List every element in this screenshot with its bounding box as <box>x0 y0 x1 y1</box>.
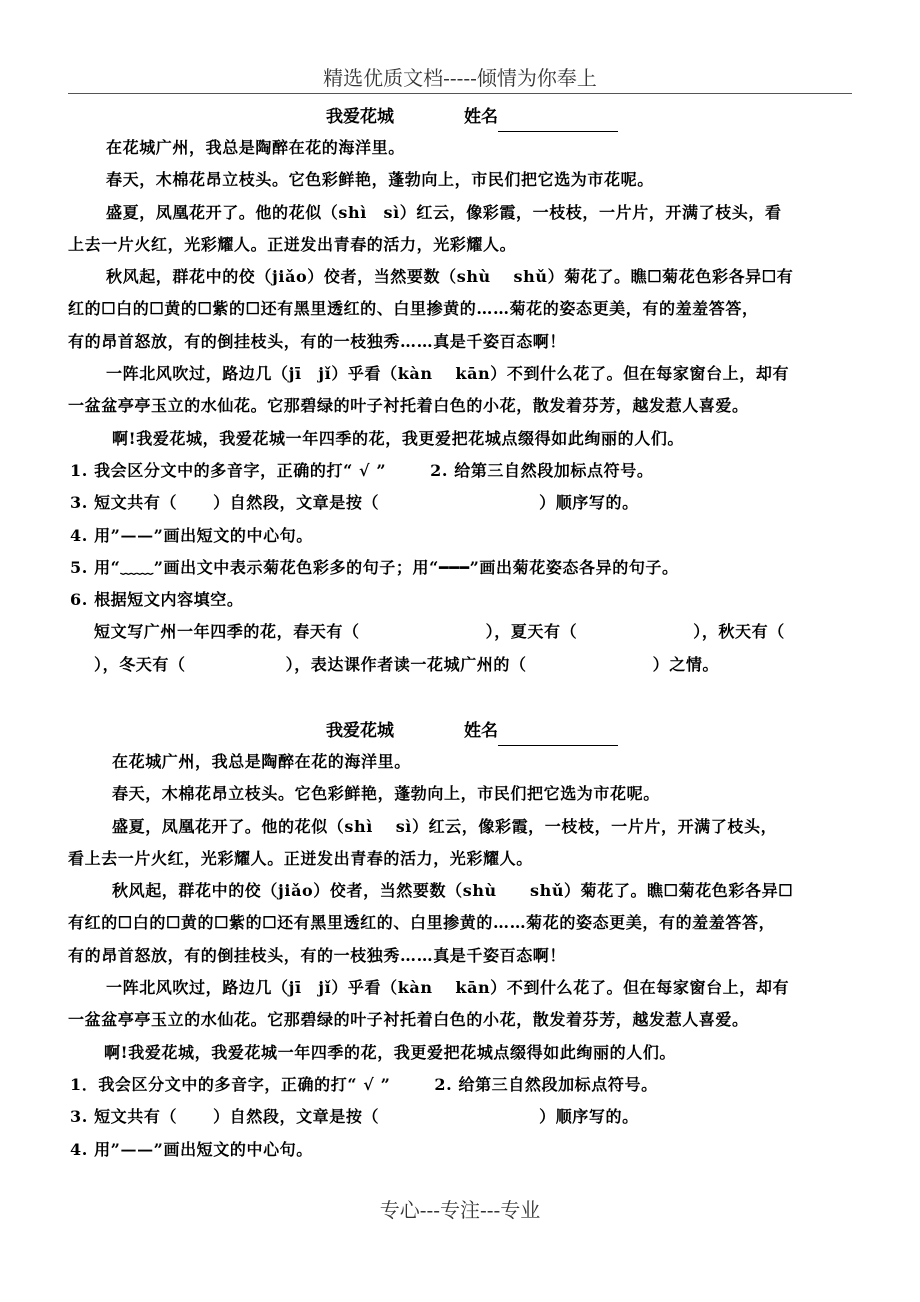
name-field[interactable] <box>464 102 618 132</box>
question-2: 2. 给第三自然段加标点符号。 <box>434 1074 658 1094</box>
question-5-part-a: 5. 用“ <box>70 557 121 577</box>
fill-in-line-2 <box>68 649 858 681</box>
fill-1-part-a: 短文写广州一年四季的花，春天有（ <box>94 622 360 642</box>
paragraph-3-line-1: 盛夏，凤凰花开了。他的花似（shì sì）红云，像彩霞，一枝枝，一片片，开满了枝头，看 <box>106 202 782 222</box>
paragraph-1: 在花城广州，我总是陶醉在花的海洋里。 <box>112 752 411 771</box>
question-4: 4. 用”——”画出短文的中心句。 <box>70 1139 313 1159</box>
paragraph-1: 在花城广州，我总是陶醉在花的海洋里。 <box>106 138 405 157</box>
paragraph-2: 春天，木棉花昂立枝头。它色彩鲜艳，蓬勃向上，市民们把它选为市花呢。 <box>106 170 654 190</box>
paragraph-2: 春天，木棉花昂立枝头。它色彩鲜艳，蓬勃向上，市民们把它选为市花呢。 <box>112 784 660 804</box>
paragraph-4-line-2: 红的☐白的☐黄的☐紫的☐还有黑里透红的、白里掺黄的……菊花的姿态更美，有的羞羞答答， <box>68 299 759 319</box>
paragraph-6: 啊!我爱花城，我爱花城一年四季的花，我更爱把花城点缀得如此绚丽的人们。 <box>104 1042 677 1062</box>
paragraph-4-line-3: 有的昂首怒放，有的倒挂枝头，有的一枝独秀……真是千姿百态啊！ <box>68 331 567 351</box>
fill-2-part-c: ）之情。 <box>652 654 720 674</box>
question-1: 1．我会区分文中的多音字，正确的打“ √ ” <box>70 1074 391 1094</box>
fill-1-part-c: ），秋天有（ <box>693 622 785 642</box>
paragraph-4-line-2: 有红的☐白的☐黄的☐紫的☐还有黑里透红的、白里掺黄的……菊花的姿态更美，有的羞羞答答， <box>68 913 776 933</box>
fill-1-part-b: ），夏天有（ <box>485 622 578 642</box>
paragraph-4-line-1: 秋风起，群花中的佼（jiǎo）佼者，当然要数（shù shǔ）菊花了。瞧☐菊花色彩各异☐ <box>112 881 794 901</box>
question-3-part-b: ）自然段，文章是按（ <box>213 1107 380 1127</box>
question-3-part-c: ）顺序写的。 <box>539 1107 639 1127</box>
question-3-part-b: ）自然段，文章是按（ <box>213 493 380 513</box>
question-row-1-2 <box>68 1069 858 1101</box>
paragraph-5-line-2: 一盆盆亭亭玉立的水仙花。它那碧绿的叶子衬托着白色的小花，散发着芬芳，越发惹人喜爱。 <box>68 396 749 416</box>
paragraph-3-line-2: 看上去一片火红，光彩耀人。正迸发出青春的活力，光彩耀人。 <box>68 848 533 868</box>
fill-in-line-1 <box>68 616 858 648</box>
worksheet-section-1 <box>68 102 858 681</box>
paragraph-5-line-1: 一阵北风吹过，路边几（jī jǐ）乎看（kàn kān）不到什么花了。但在每家窗台上，却有 <box>106 364 790 384</box>
name-field[interactable] <box>464 716 618 746</box>
title-row <box>68 102 858 132</box>
paragraph-4-line-1: 秋风起，群花中的佼（jiǎo）佼者，当然要数（shù shǔ）菊花了。瞧☐菊花色彩各异☐有 <box>106 267 794 287</box>
title-row <box>68 716 858 746</box>
paragraph-5-line-1: 一阵北风吹过，路边几（jī jǐ）乎看（kàn kān）不到什么花了。但在每家窗台上，却有 <box>106 978 790 998</box>
question-2: 2. 给第三自然段加标点符号。 <box>430 460 654 480</box>
paragraph-5-line-2: 一盆盆亭亭玉立的水仙花。它那碧绿的叶子衬托着白色的小花，散发着芬芳，越发惹人喜爱。 <box>68 1010 749 1030</box>
page-header: 精选优质文档-----倾情为你奉上 <box>323 66 597 90</box>
paragraph-6: 啊!我爱花城，我爱花城一年四季的花，我更爱把花城点缀得如此绚丽的人们。 <box>112 428 685 448</box>
paragraph-4-line-3: 有的昂首怒放，有的倒挂枝头，有的一枝独秀……真是千姿百态啊！ <box>68 945 567 965</box>
question-3-part-a: 3. 短文共有（ <box>70 493 178 513</box>
fill-2-part-b: ），表达课作者读一花城广州的（ <box>285 654 527 674</box>
worksheet-section-2 <box>68 716 858 1166</box>
fill-2-part-a: ），冬天有（ <box>94 654 186 674</box>
question-row-1-2 <box>68 455 858 487</box>
question-5 <box>68 552 858 584</box>
question-5-part-b: ”画出文中表示菊花色彩多的句子；用“ <box>153 557 439 577</box>
question-3 <box>68 1101 858 1133</box>
name-blank[interactable] <box>498 111 618 132</box>
name-blank[interactable] <box>498 725 618 746</box>
paragraph-3-line-1: 盛夏，凤凰花开了。他的花似（shì sì）红云，像彩霞，一枝枝，一片片，开满了枝头， <box>112 816 778 836</box>
worksheet-title: 我爱花城 <box>326 107 394 127</box>
question-3-part-c: ）顺序写的。 <box>539 493 639 513</box>
header-divider <box>68 93 852 94</box>
wavy-line-mark: ﹏﹏ <box>120 557 154 577</box>
question-4: 4. 用”——”画出短文的中心句。 <box>70 525 313 545</box>
thick-line-mark: ━━━ <box>438 557 470 577</box>
question-5-part-c: ”画出菊花姿态各异的句子。 <box>469 557 679 577</box>
question-3-part-a: 3. 短文共有（ <box>70 1107 178 1127</box>
question-6: 6. 根据短文内容填空。 <box>70 590 244 610</box>
name-label: 姓名 <box>464 721 498 741</box>
question-1: 1. 我会区分文中的多音字，正确的打“ √ ” <box>70 460 387 480</box>
page-footer: 专心---专注---专业 <box>379 1198 541 1222</box>
name-label: 姓名 <box>464 107 498 127</box>
question-3 <box>68 487 858 519</box>
paragraph-3-line-2: 上去一片火红，光彩耀人。正迸发出青春的活力，光彩耀人。 <box>68 234 517 254</box>
worksheet-title: 我爱花城 <box>326 721 394 741</box>
